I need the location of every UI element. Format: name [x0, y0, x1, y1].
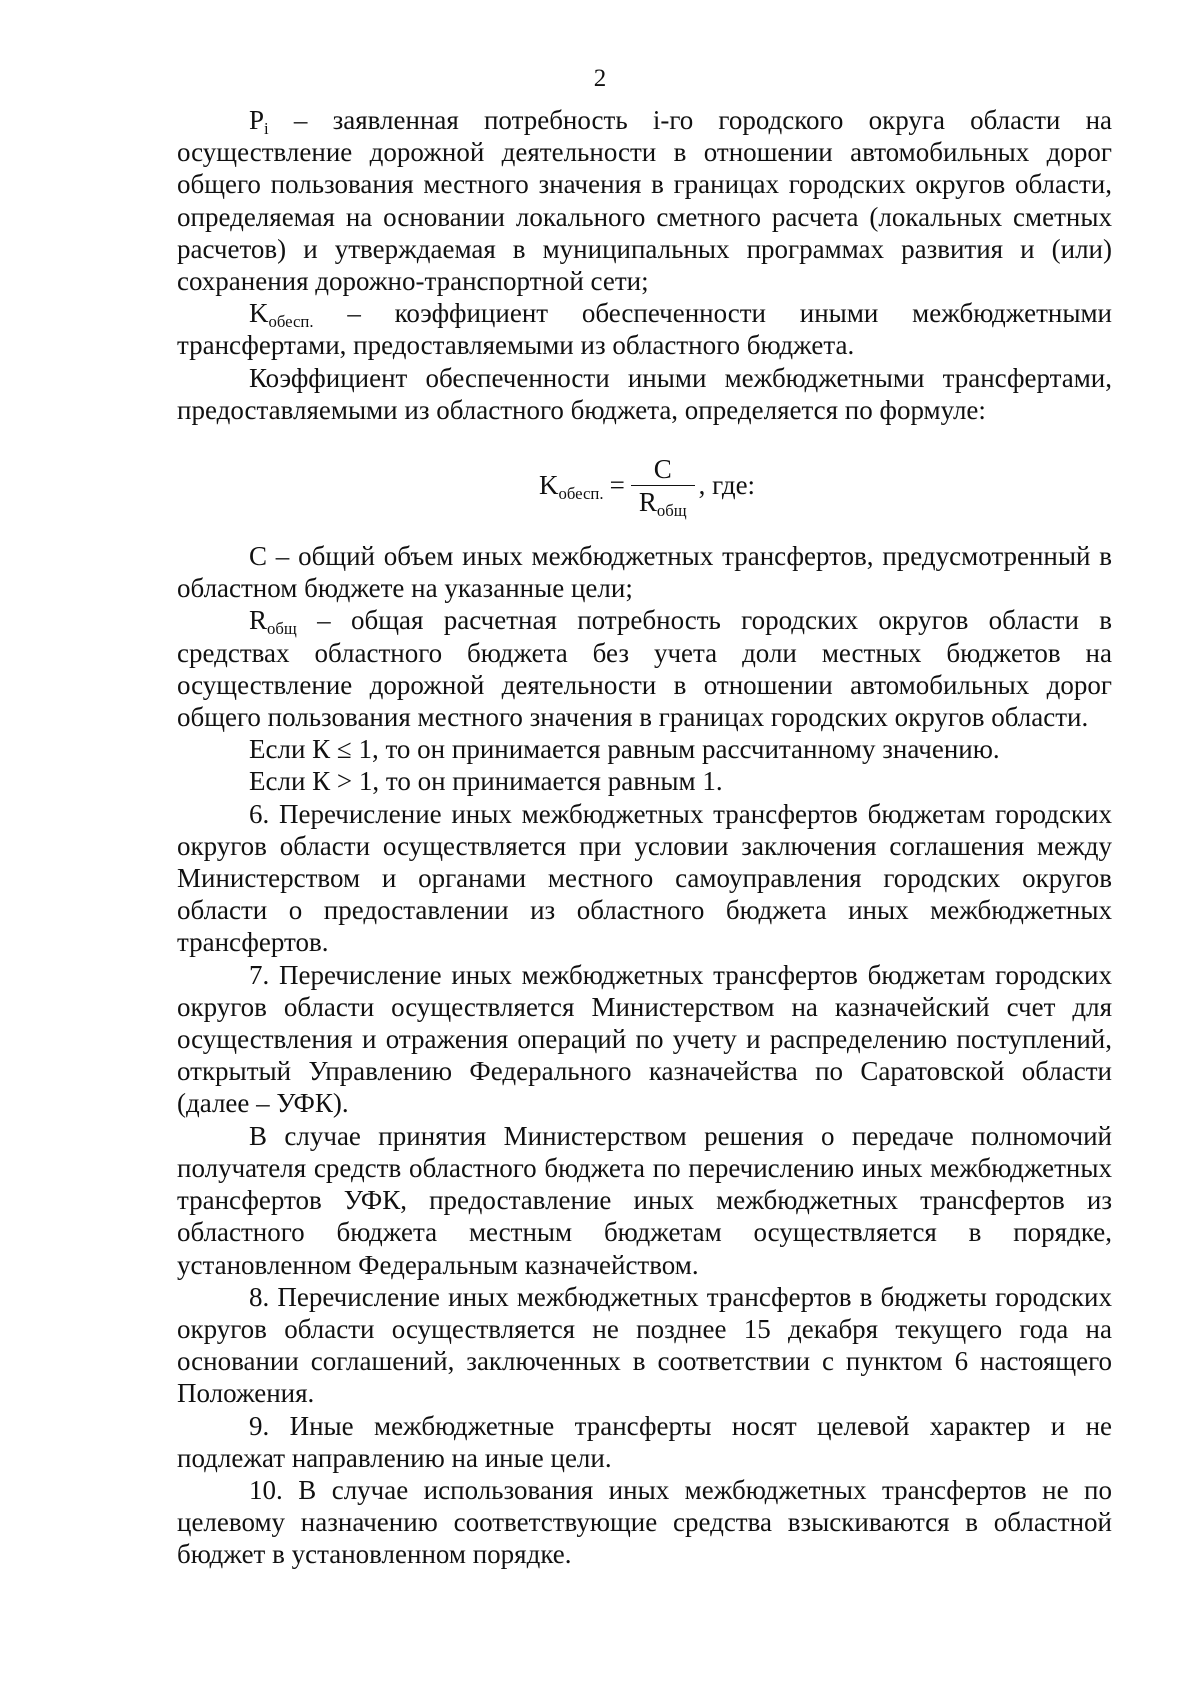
formula-denominator-subscript: общ — [656, 500, 687, 520]
page-number: 2 — [593, 65, 607, 92]
paragraph-item-9: 9. Иные межбюджетные трансферты носят целевой характер и не подлежат направлению на иные цели. — [177, 1410, 1112, 1473]
paragraph-k-definition — [177, 297, 1112, 361]
paragraph-text: – заявленная потребность i-го городского округа области на осуществление дорожной деятельности в отношении автомобильных дорог общего пользования местного значения в границах городских округов области, определяемая на основании локального сметного расчета (локальных сметных расчетов) и утверждаемая в муниципальных программах развития и (или) сохранения дорожно-транспортной сети; — [177, 105, 1112, 297]
formula-fraction — [631, 453, 695, 518]
document-body — [177, 104, 1112, 1571]
paragraph-k-le-1: Если К ≤ 1, то он принимается равным рассчитанному значению. — [249, 734, 1000, 765]
formula — [539, 446, 755, 524]
formula-denominator — [631, 486, 695, 518]
variable-p-subscript: i — [264, 119, 269, 139]
formula-equals: = — [609, 469, 625, 500]
paragraph-pi-definition — [177, 104, 1112, 297]
variable-p: P — [249, 105, 265, 135]
paragraph-ufk-powers: В случае принятия Министерством решения о передаче полномочий получателя средств областного бюджета по перечислению иных межбюджетных трансфертов УФК, предоставление иных межбюджетных трансфертов из областного бюджета местным бюджетам осуществляется в порядке, установленном Федеральным казначейством. — [177, 1120, 1112, 1280]
variable-k-subscript: обесп. — [268, 312, 314, 332]
paragraph-text: – общая расчетная потребность городских округов области в средствах областного бюджета без учета доли местных бюджетов на осуществление дорожной деятельности в отношении автомобильных дорог общего пользования местного значения в границах городских округов области. — [177, 605, 1112, 733]
variable-r: R — [249, 605, 268, 636]
formula-lhs — [539, 469, 604, 501]
formula-numerator: С — [653, 453, 672, 484]
paragraph-formula-intro: Коэффициент обеспеченности иными межбюджетными трансфертами, предоставляемыми из областного бюджета, определяется по формуле: — [177, 362, 1112, 425]
formula-denominator-var: R — [638, 486, 657, 517]
paragraph-k-gt-1: Если К > 1, то он принимается равным 1. — [249, 766, 723, 797]
variable-k: K — [249, 298, 269, 329]
variable-r-subscript: общ — [267, 619, 297, 639]
paragraph-item-8: 8. Перечисление иных межбюджетных трансфертов в бюджеты городских округов области осуществляется не позднее 15 декабря текущего года на основании соглашений, заключенных в соответствии с пунктом 6 настоящего Положения. — [177, 1281, 1112, 1409]
paragraph-item-7: 7. Перечисление иных межбюджетных трансфертов бюджетам городских округов области осуществляется Министерством на казначейский счет для осуществления и отражения операций по учету и распределению поступлений, открытый Управлению Федерального казначейства по Саратовской области (далее – УФК). — [177, 959, 1112, 1119]
paragraph-text: – коэффициент обеспеченности иными межбюджетными трансфертами, предоставляемыми из областного бюджета. — [177, 298, 1112, 361]
paragraph-item-10: 10. В случае использования иных межбюджетных трансфертов не по целевому назначению соответствующие средства взыскиваются в областной бюджет в установленном порядке. — [177, 1474, 1112, 1570]
formula-tail: , где: — [698, 469, 756, 500]
formula-block — [177, 446, 1112, 524]
paragraph-item-6: 6. Перечисление иных межбюджетных трансфертов бюджетам городских округов области осуществляется при условии заключения соглашения между Министерством и органами местного самоуправления городских округов области о предоставлении из областного бюджета иных межбюджетных трансфертов. — [177, 798, 1112, 958]
paragraph-r-definition — [177, 604, 1112, 733]
formula-lhs-subscript: обесп. — [558, 483, 604, 503]
formula-lhs-var: K — [539, 469, 559, 500]
paragraph-c-definition: С – общий объем иных межбюджетных трансфертов, предусмотренный в областном бюджете на указанные цели; — [177, 541, 1112, 604]
